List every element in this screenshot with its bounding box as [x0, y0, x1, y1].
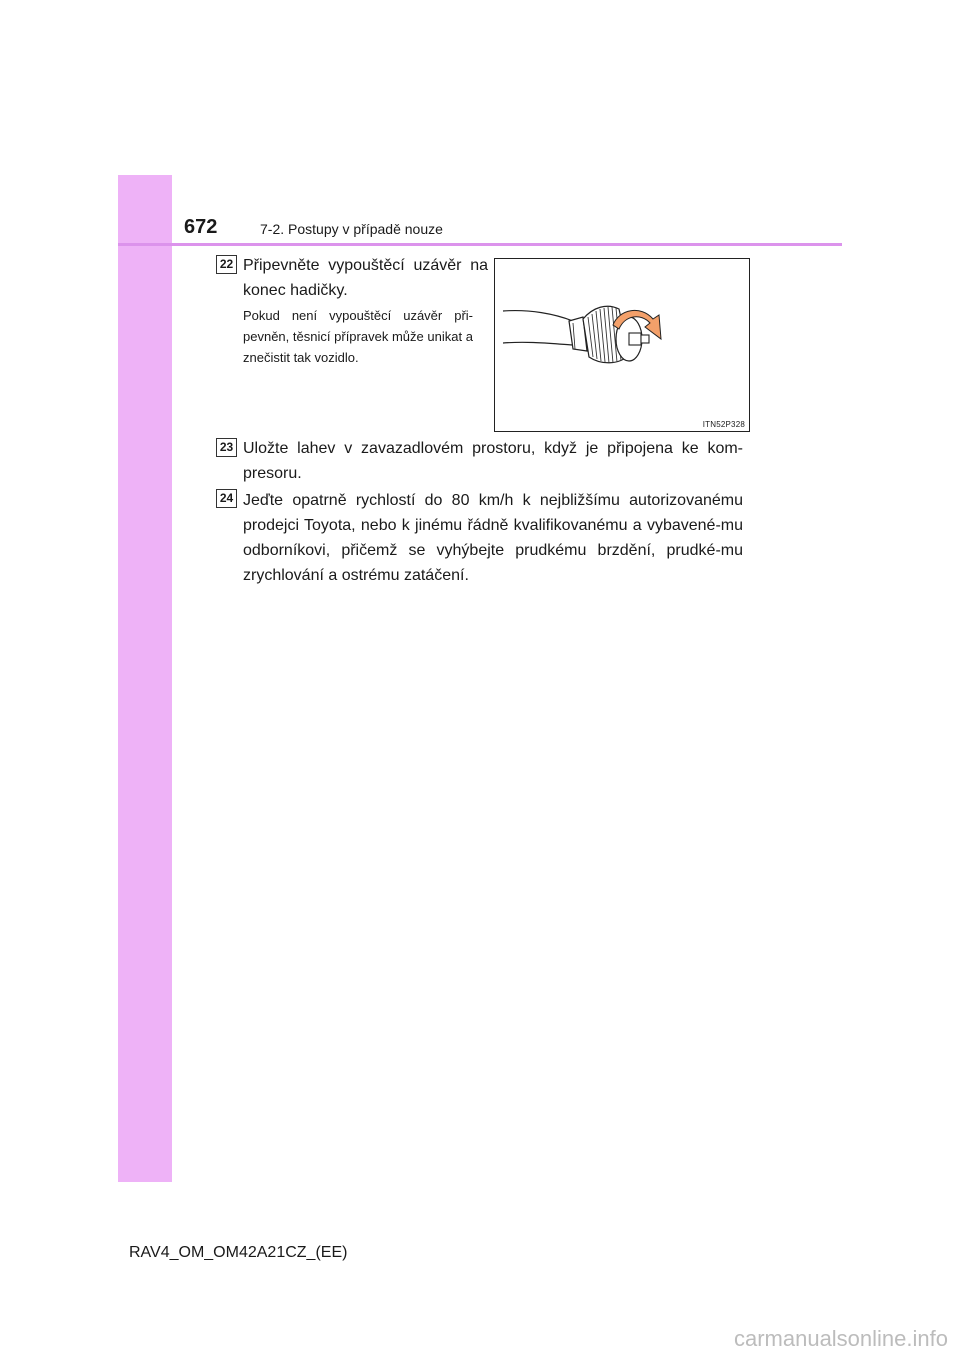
step-number-badge: 22: [216, 255, 237, 274]
drain-cap-illustration: [495, 259, 749, 431]
page-number: 672: [184, 216, 218, 238]
step-number-badge: 24: [216, 489, 237, 508]
step-24-text: Jeďte opatrně rychlostí do 80 km/h k nejbližšímu autorizovanému prodejci Toyota, nebo k jinému řádně kvalifikovanému a vybavené-mu odborníkovi, přičemž se vyhýbejte prudkému brzdění, prudké-mu zrychlování a ostrému zatáčení.: [243, 492, 743, 584]
step-22-note: Pokud není vypouštěcí uzávěr při-pevněn, těsnicí přípravek může unikat a znečistit tak vozidlo.: [243, 308, 473, 365]
chapter-side-band: [118, 175, 172, 1182]
step-23-text: Uložte lahev v zavazadlovém prostoru, když je připojena ke kom-presoru.: [243, 440, 743, 482]
step-number-badge: 23: [216, 438, 237, 457]
section-title: 7-2. Postupy v případě nouze: [260, 221, 443, 237]
step-22-text: Připevněte vypouštěcí uzávěr na konec hadičky.: [243, 257, 488, 299]
watermark: carmanualsonline.info: [733, 1326, 948, 1351]
figure-code: ITN52P328: [702, 420, 745, 429]
header-rule: [118, 243, 842, 246]
figure-drain-cap: [494, 258, 750, 432]
footer-model-code: RAV4_OM_OM42A21CZ_(EE): [129, 1244, 348, 1261]
